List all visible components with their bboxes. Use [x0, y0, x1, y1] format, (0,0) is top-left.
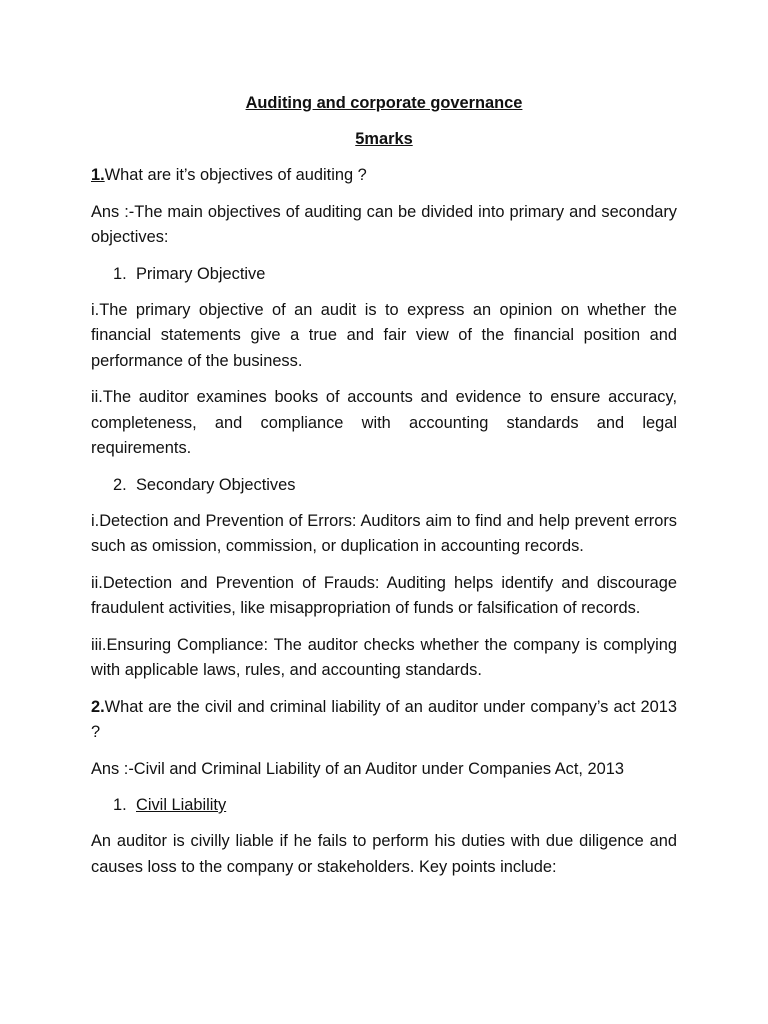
document-subtitle: 5marks — [355, 130, 413, 148]
list-heading: Primary Objective — [136, 264, 266, 283]
question-2-number: 2. — [91, 697, 105, 716]
question-2 — [91, 695, 677, 746]
question-1 — [91, 163, 677, 189]
list-heading: Civil Liability — [136, 796, 227, 814]
answer-2-intro: Ans :-Civil and Criminal Liability of an Auditor under Companies Act, 2013 — [91, 759, 624, 778]
primary-point: i.The primary objective of an audit is to express an opinion on whether the financial statements give a true and fair view of the financial position and performance of the business. — [91, 300, 677, 370]
list-number: 2. — [113, 475, 127, 494]
question-1-number: 1. — [91, 166, 105, 184]
question-2-text: What are the civil and criminal liability of an auditor under company’s act 2013 ? — [91, 697, 677, 741]
list-number: 1. — [113, 264, 127, 283]
document-title: Auditing and corporate governance — [245, 94, 523, 112]
answer-1-intro: Ans :-The main objectives of auditing can be divided into primary and secondary objectives: — [91, 202, 677, 246]
secondary-point: i.Detection and Prevention of Errors: Auditors aim to find and help prevent errors such as omission, commission, or duplication in accounting records. — [91, 511, 677, 555]
primary-point: ii.The auditor examines books of accounts and evidence to ensure accuracy, completeness, and compliance with accounting standards and legal requirements. — [91, 388, 677, 457]
secondary-point: iii.Ensuring Compliance: The auditor checks whether the company is complying with applicable laws, rules, and accounting standards. — [91, 635, 677, 679]
list-number: 1. — [113, 796, 127, 814]
civil-liability-heading — [91, 793, 677, 818]
secondary-point: ii.Detection and Prevention of Frauds: Auditing helps identify and discourage fraudulent activities, like misappropriation of funds or falsification of records. — [91, 573, 677, 617]
list-heading: Secondary Objectives — [136, 475, 296, 494]
question-1-text: What are it’s objectives of auditing ? — [104, 166, 367, 184]
civil-liability-text: An auditor is civilly liable if he fails to perform his duties with due diligence and causes loss to the company or stakeholders. Key points include: — [91, 832, 677, 876]
secondary-objective-heading — [91, 473, 677, 498]
primary-objective-heading — [91, 262, 677, 287]
